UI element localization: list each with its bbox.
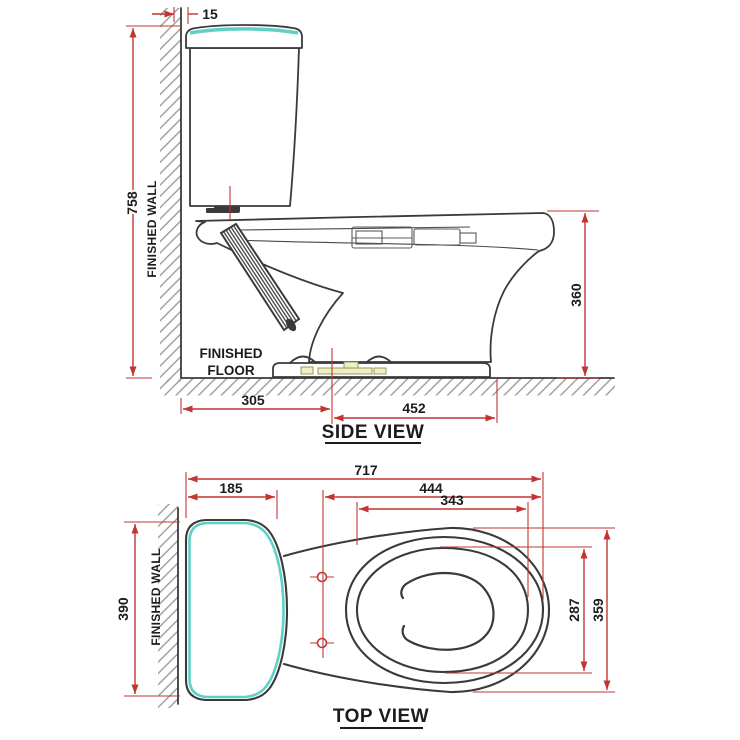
flange-piece (374, 368, 386, 374)
tank-body (190, 48, 299, 206)
dim-text: 758 (124, 191, 140, 215)
floor-label-line1: FINISHED (199, 346, 263, 361)
tank-top (186, 520, 287, 700)
flange-piece (344, 362, 358, 368)
dim-text: 717 (354, 462, 378, 478)
mounting-hole (318, 573, 327, 582)
floor-label-line2: FLOOR (207, 363, 255, 378)
tank-side (186, 25, 302, 213)
dim-tank-depth (188, 480, 277, 519)
flange-piece (318, 368, 372, 374)
top-view-title: TOP VIEW (332, 706, 430, 727)
dim-text: 452 (402, 400, 426, 416)
top-wall-label: FINISHED WALL (149, 548, 163, 646)
dim-text: 390 (115, 597, 131, 621)
dim-text: 343 (440, 492, 464, 508)
bowl-outline (196, 213, 554, 362)
dim-text: 185 (219, 480, 243, 496)
side-view-title: SIDE VIEW (321, 422, 425, 443)
dim-text: 359 (590, 598, 606, 622)
dim-text: 444 (419, 480, 443, 496)
side-wall-hatch (160, 8, 181, 382)
tank-top-outline (186, 520, 287, 700)
side-view (124, 6, 615, 443)
side-floor-hatch (160, 379, 615, 396)
mounting-hole (318, 639, 327, 648)
dim-bowl-height (547, 211, 599, 378)
dim-text: 15 (202, 6, 218, 22)
dim-text: 287 (566, 598, 582, 622)
top-view (115, 462, 615, 728)
side-wall-label: FINISHED WALL (145, 180, 159, 278)
dim-text: 360 (568, 283, 584, 307)
tank-bolt (206, 208, 218, 213)
seat-opening-ring (357, 548, 528, 672)
flange-piece (301, 367, 313, 374)
dim-text: 305 (241, 392, 265, 408)
